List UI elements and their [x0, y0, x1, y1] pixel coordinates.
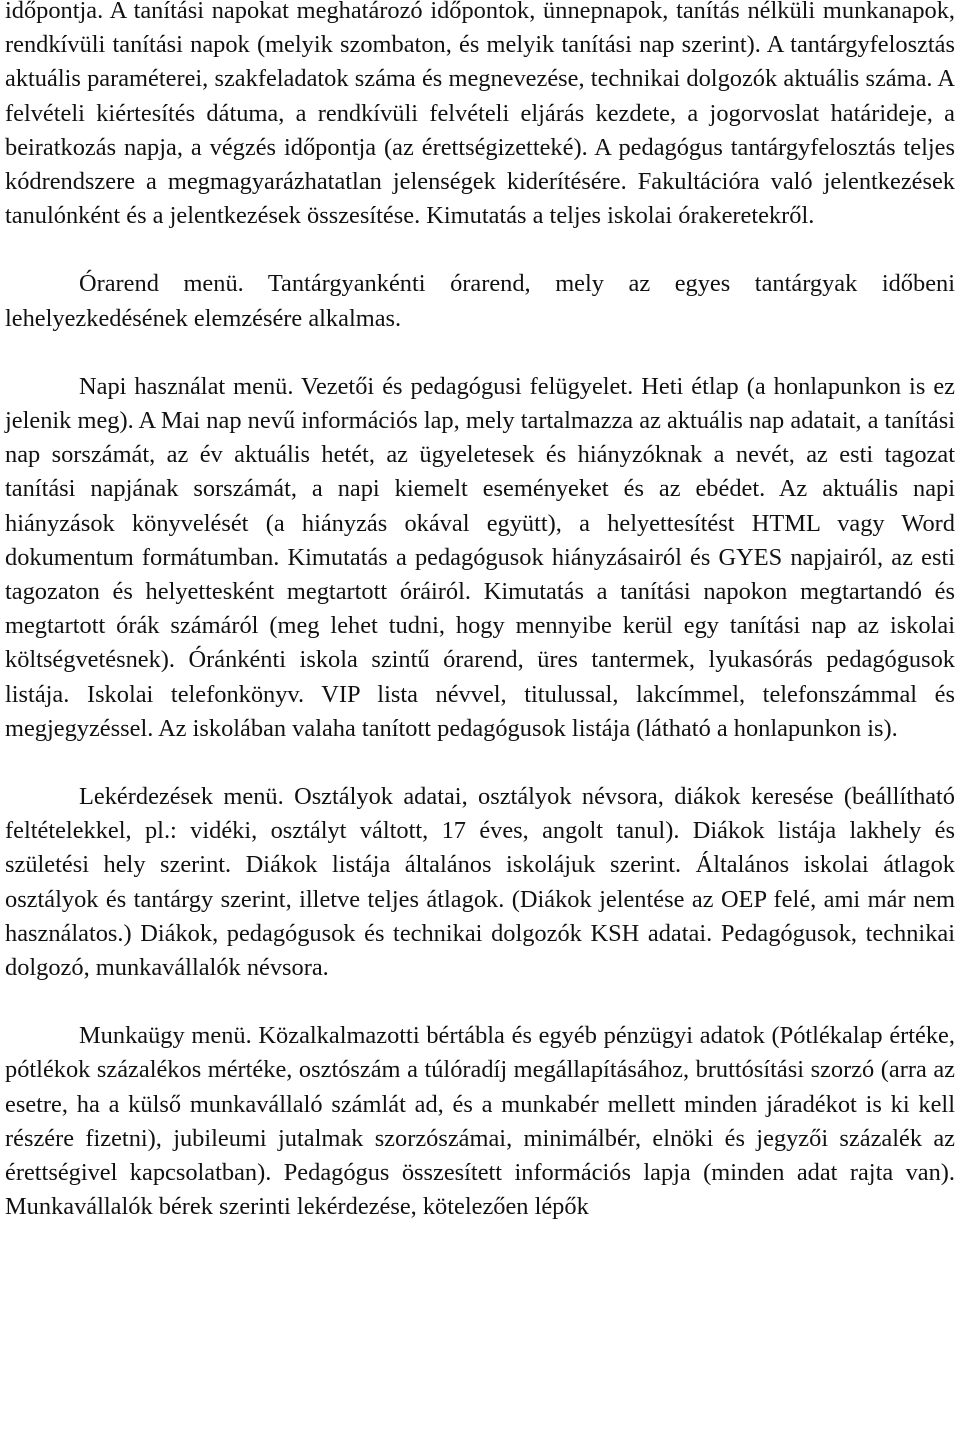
paragraph-spacer: [5, 336, 955, 370]
paragraph-spacer: [5, 233, 955, 267]
paragraph-spacer: [5, 985, 955, 1019]
paragraph-munkaugy-menu: Munkaügy menü. Közalkalmazotti bértábla és egyéb pénzügyi adatok (Pótlékalap értéke, pótlékok százalékos mértéke, osztószám a túlóradíj megállapításához, bruttósítási szorzó (arra az esetre, ha a külső munkavállaló számlát ad, és a munkabér mellett minden járadékot is ki kell részére fizetni), jubileumi jutalmak szorzószámai, minimálbér, elnöki és jegyzői százalék az érettségivel kapcsolatban). Pedagógus összesített információs lapja (minden adat rajta van). Munkavállalók bérek szerinti lekérdezése, kötelezően lépők: [5, 1022, 955, 1221]
paragraph-intro: időpontja. A tanítási napokat meghatározó időpontok, ünnepnapok, tanítás nélküli munkanapok, rendkívüli tanítási napok (melyik szombaton, és melyik tanítási nap szerint). A tantárgyfelosztás aktuális paraméterei, szakfeladatok száma és megnevezése, technikai dolgozók aktuális száma. A felvételi kiértesítés dátuma, a rendkívüli felvételi eljárás kezdete, a jogorvoslat határideje, a beiratkozás napja, a végzés időpontja (az érettségizetteké). A pedagógus tantárgyfelosztás teljes kódrendszere a megmagyarázhatatlan jelenségek kiderítésére. Fakultációra való jelentkezések tanulónként és a jelentkezések összesítése. Kimutatás a teljes iskolai órakeretekről.: [5, 0, 955, 230]
paragraph-lekerdezesek-menu: Lekérdezések menü. Osztályok adatai, osztályok névsora, diákok keresése (beállítható feltételekkel, pl.: vidéki, osztályt váltott, 17 éves, angolt tanul). Diákok listája lakhely és születési hely szerint. Diákok listája általános iskolájuk szerint. Általános iskolai átlagok osztályok és tantárgy szerint, illetve teljes átlagok. (Diákok jelentése az OEP felé, ami már nem használatos.) Diákok, pedagógusok és technikai dolgozók KSH adatai. Pedagógusok, technikai dolgozó, munkavállalók névsora.: [5, 783, 955, 982]
paragraph-orarend-menu: Órarend menü. Tantárgyankénti órarend, mely az egyes tantárgyak időbeni lehelyezkedésének elemzésére alkalmas.: [5, 270, 955, 332]
paragraph-napi-hasznalat-menu: Napi használat menü. Vezetői és pedagógusi felügyelet. Heti étlap (a honlapunkon is ez jelenik meg). A Mai nap nevű információs lap, mely tartalmazza az aktuális nap adatait, a tanítási nap sorszámát, az év aktuális hetét, az ügyeletesek és hiányzóknak a nevét, az esti tagozat tanítási napjának sorszámát, a napi kiemelt eseményeket és az ebédet. Az aktuális napi hiányzások könyvelését (a hiányzás okával együtt), a helyettesítést HTML vagy Word dokumentum formátumban. Kimutatás a pedagógusok hiányzásairól és GYES napjairól, az esti tagozaton és helyettesként megtartott óráiról. Kimutatás a tanítási napokon megtartandó és megtartott órák számáról (meg lehet tudni, hogy mennyibe kerül egy tanítási nap az iskolai költségvetésnek). Óránkénti iskola szintű órarend, üres tantermek, lyukasórás pedagógusok listája. Iskolai telefonkönyv. VIP lista névvel, titulussal, lakcímmel, telefonszámmal és megjegyzéssel. Az iskolában valaha tanított pedagógusok listája (látható a honlapunkon is).: [5, 372, 955, 742]
paragraph-spacer: [5, 746, 955, 780]
document-page: [5, 0, 955, 1225]
